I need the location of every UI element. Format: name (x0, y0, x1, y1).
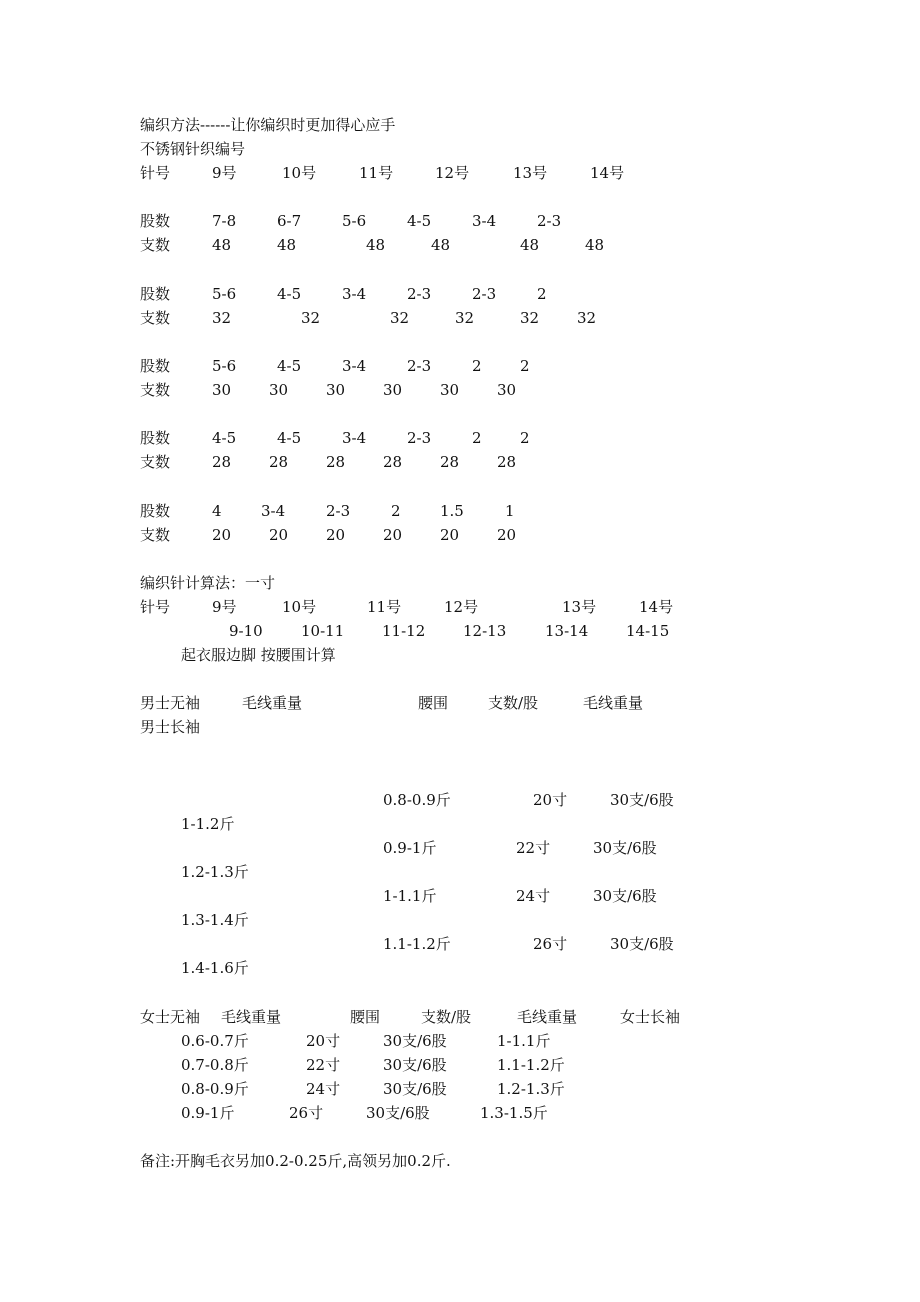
men-weight: 1.1-1.2斤 (383, 935, 451, 953)
ply-value: 2-3 (407, 429, 432, 447)
ply-value: 2 (472, 357, 482, 375)
calc-range: 9-10 (229, 622, 263, 640)
men-waist: 26寸 (533, 935, 568, 953)
count-value: 48 (366, 236, 386, 254)
men-header: 毛线重量 (583, 694, 644, 712)
men-long-sleeve-label: 男士长袖 (140, 718, 201, 736)
count-value: 48 (431, 236, 451, 254)
count-value: 28 (383, 453, 403, 471)
ply-value: 2-3 (407, 285, 432, 303)
men-header: 男士无袖 (140, 694, 201, 712)
calc-size: 10号 (282, 598, 317, 616)
men-header: 腰围 (418, 694, 449, 712)
count-value: 30 (497, 381, 517, 399)
calc-range: 12-13 (463, 622, 507, 640)
ply-value: 6-7 (277, 212, 302, 230)
calc-size: 9号 (212, 598, 237, 616)
document-title: 编织方法------让你编织时更加得心应手 (140, 116, 396, 134)
women-weight: 0.9-1斤 (181, 1104, 235, 1122)
women-long-weight: 1.1-1.2斤 (497, 1056, 565, 1074)
needle-header-label: 针号 (140, 164, 171, 182)
women-long-weight: 1-1.1斤 (497, 1032, 551, 1050)
ply-value: 2 (520, 429, 530, 447)
ply-label: 股数 (140, 285, 171, 303)
count-value: 20 (497, 526, 517, 544)
calc-size: 14号 (639, 598, 674, 616)
document-subtitle: 不锈钢针织编号 (140, 140, 246, 158)
ply-label: 股数 (140, 212, 171, 230)
ply-value: 4-5 (212, 429, 237, 447)
count-value: 30 (440, 381, 460, 399)
count-value: 32 (212, 309, 232, 327)
ply-label: 股数 (140, 357, 171, 375)
count-label: 支数 (140, 453, 171, 471)
women-header: 女士长袖 (620, 1008, 681, 1026)
ply-value: 4-5 (277, 285, 302, 303)
count-value: 30 (326, 381, 346, 399)
women-header: 女士无袖 (140, 1008, 201, 1026)
count-value: 20 (383, 526, 403, 544)
ply-value: 2-3 (407, 357, 432, 375)
women-weight: 0.8-0.9斤 (181, 1080, 249, 1098)
women-waist: 20寸 (306, 1032, 341, 1050)
ply-value: 2 (537, 285, 547, 303)
ply-value: 4-5 (407, 212, 432, 230)
count-value: 28 (440, 453, 460, 471)
ply-value: 2-3 (472, 285, 497, 303)
calc-title: 编织针计算法：一寸 (140, 574, 276, 592)
count-value: 32 (520, 309, 540, 327)
needle-size: 14号 (590, 164, 625, 182)
count-value: 28 (497, 453, 517, 471)
count-value: 32 (455, 309, 475, 327)
men-header: 支数/股 (488, 694, 539, 712)
men-long-weight: 1.4-1.6斤 (181, 959, 249, 977)
needle-size: 10号 (282, 164, 317, 182)
women-waist: 22寸 (306, 1056, 341, 1074)
men-count: 30支/6股 (610, 935, 674, 953)
women-count: 30支/6股 (383, 1032, 447, 1050)
men-waist: 22寸 (516, 839, 551, 857)
men-waist: 24寸 (516, 887, 551, 905)
men-count: 30支/6股 (593, 887, 657, 905)
ply-value: 2-3 (537, 212, 562, 230)
men-weight: 1-1.1斤 (383, 887, 437, 905)
count-value: 30 (269, 381, 289, 399)
women-header: 毛线重量 (517, 1008, 578, 1026)
men-long-weight: 1.3-1.4斤 (181, 911, 249, 929)
ply-value: 3-4 (472, 212, 497, 230)
count-value: 32 (390, 309, 410, 327)
count-value: 48 (277, 236, 297, 254)
ply-value: 4-5 (277, 357, 302, 375)
ply-value: 3-4 (342, 285, 367, 303)
ply-value: 2 (472, 429, 482, 447)
count-value: 20 (212, 526, 232, 544)
women-waist: 26寸 (289, 1104, 324, 1122)
calc-size: 12号 (444, 598, 479, 616)
count-value: 48 (212, 236, 232, 254)
count-value: 48 (585, 236, 605, 254)
calc-size: 11号 (367, 598, 402, 616)
ply-value: 3-4 (261, 502, 286, 520)
women-count: 30支/6股 (383, 1056, 447, 1074)
count-value: 32 (301, 309, 321, 327)
women-header: 毛线重量 (221, 1008, 282, 1026)
ply-value: 4-5 (277, 429, 302, 447)
men-long-weight: 1.2-1.3斤 (181, 863, 249, 881)
ply-value: 3-4 (342, 429, 367, 447)
men-header: 毛线重量 (242, 694, 303, 712)
ply-value: 4 (212, 502, 222, 520)
ply-value: 3-4 (342, 357, 367, 375)
calc-label: 针号 (140, 598, 171, 616)
count-value: 28 (212, 453, 232, 471)
count-label: 支数 (140, 236, 171, 254)
count-value: 48 (520, 236, 540, 254)
remark-note: 备注:开胸毛衣另加0.2-0.25斤,高领另加0.2斤. (140, 1152, 451, 1170)
women-header: 腰围 (350, 1008, 381, 1026)
women-waist: 24寸 (306, 1080, 341, 1098)
needle-size: 13号 (513, 164, 548, 182)
calc-range: 13-14 (545, 622, 589, 640)
ply-value: 5-6 (342, 212, 367, 230)
women-weight: 0.6-0.7斤 (181, 1032, 249, 1050)
women-count: 30支/6股 (366, 1104, 430, 1122)
men-count: 30支/6股 (610, 791, 674, 809)
calc-note: 起衣服边脚 按腰围计算 (181, 646, 336, 664)
count-label: 支数 (140, 526, 171, 544)
ply-value: 7-8 (212, 212, 237, 230)
women-long-weight: 1.2-1.3斤 (497, 1080, 565, 1098)
needle-size: 11号 (359, 164, 394, 182)
calc-range: 11-12 (382, 622, 426, 640)
calc-range: 14-15 (626, 622, 670, 640)
count-label: 支数 (140, 309, 171, 327)
count-value: 20 (269, 526, 289, 544)
ply-value: 5-6 (212, 285, 237, 303)
men-waist: 20寸 (533, 791, 568, 809)
men-weight: 0.9-1斤 (383, 839, 437, 857)
count-value: 20 (326, 526, 346, 544)
ply-value: 2 (391, 502, 401, 520)
women-long-weight: 1.3-1.5斤 (480, 1104, 548, 1122)
men-long-weight: 1-1.2斤 (181, 815, 235, 833)
count-value: 32 (577, 309, 597, 327)
needle-size: 9号 (212, 164, 237, 182)
women-header: 支数/股 (421, 1008, 472, 1026)
ply-value: 1.5 (440, 502, 464, 520)
women-weight: 0.7-0.8斤 (181, 1056, 249, 1074)
needle-size: 12号 (435, 164, 470, 182)
count-value: 28 (269, 453, 289, 471)
ply-value: 5-6 (212, 357, 237, 375)
men-weight: 0.8-0.9斤 (383, 791, 451, 809)
count-value: 20 (440, 526, 460, 544)
calc-range: 10-11 (301, 622, 345, 640)
count-value: 28 (326, 453, 346, 471)
ply-label: 股数 (140, 429, 171, 447)
ply-label: 股数 (140, 502, 171, 520)
count-label: 支数 (140, 381, 171, 399)
men-count: 30支/6股 (593, 839, 657, 857)
ply-value: 2 (520, 357, 530, 375)
count-value: 30 (212, 381, 232, 399)
count-value: 30 (383, 381, 403, 399)
calc-size: 13号 (562, 598, 597, 616)
women-count: 30支/6股 (383, 1080, 447, 1098)
ply-value: 1 (505, 502, 515, 520)
ply-value: 2-3 (326, 502, 351, 520)
